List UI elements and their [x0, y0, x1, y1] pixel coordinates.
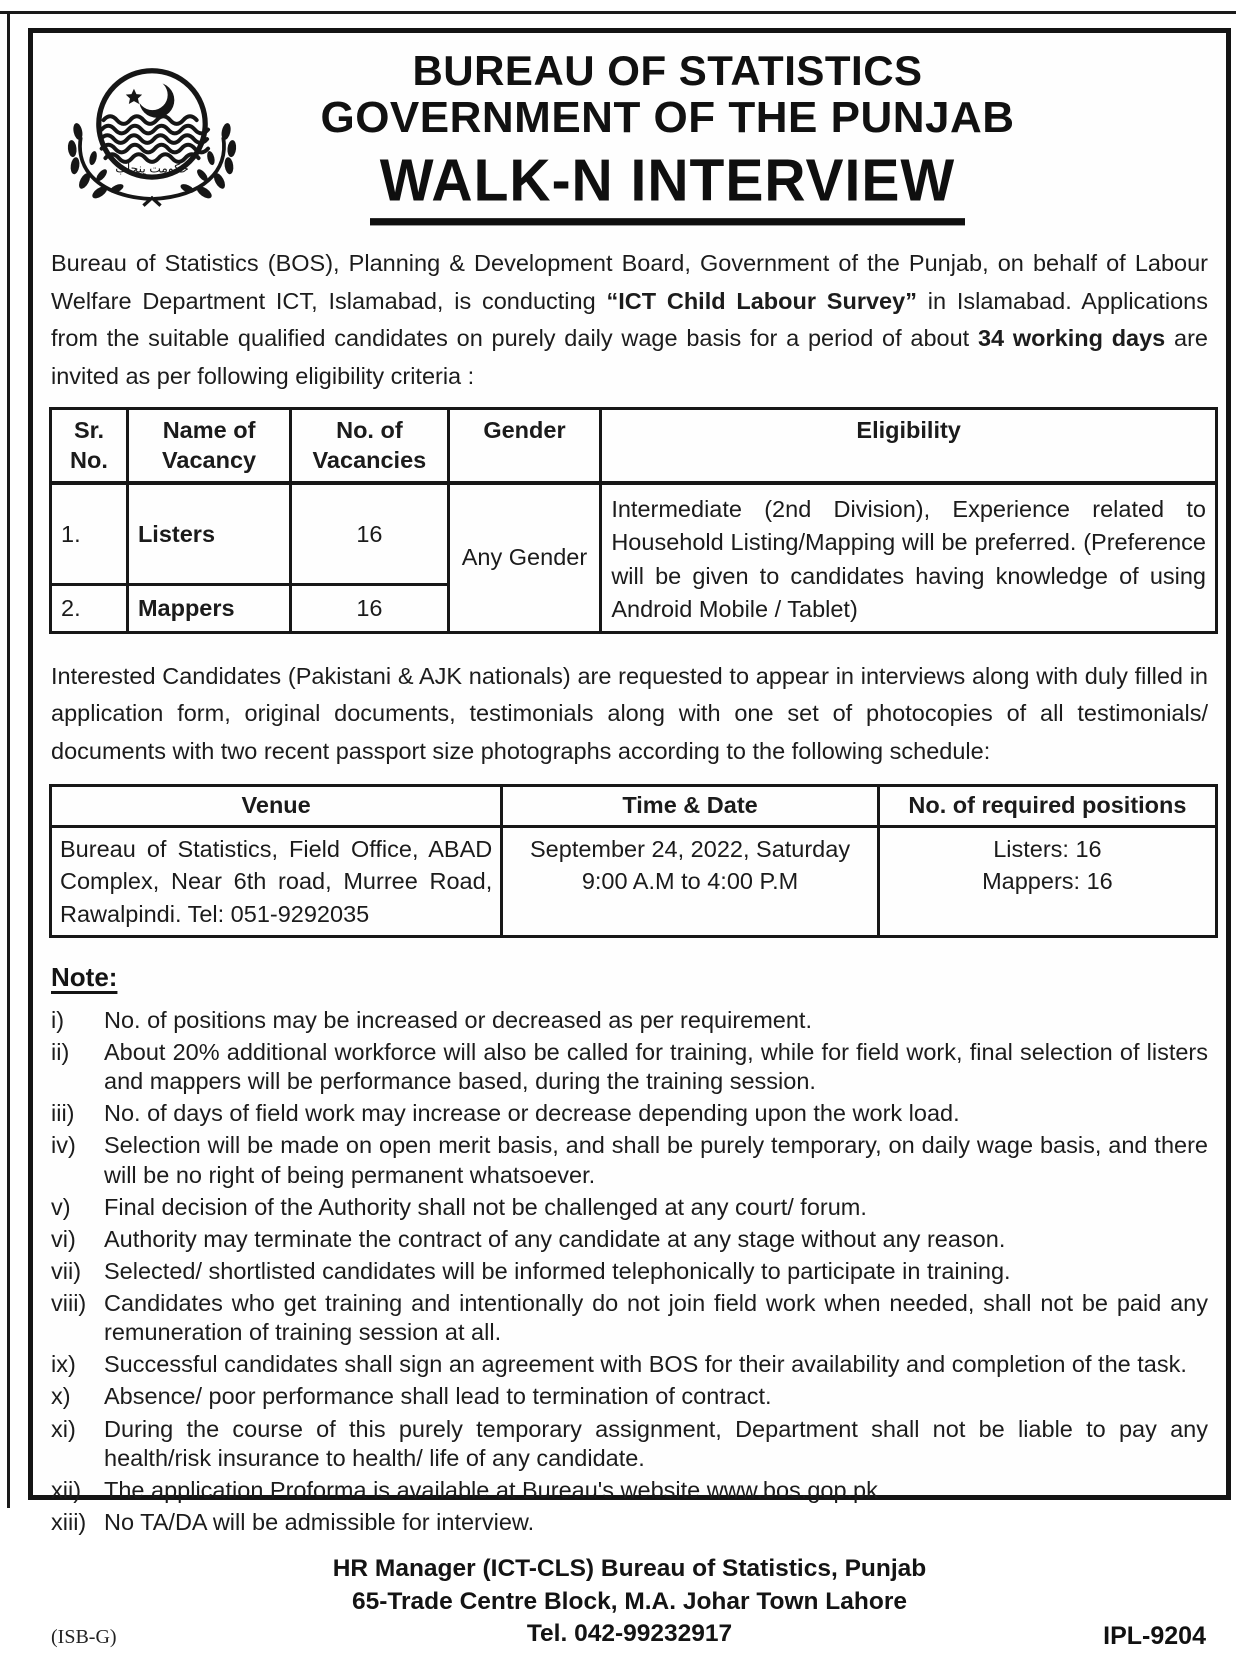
note-number: iii)	[51, 1100, 75, 1127]
note-item	[51, 1193, 1208, 1222]
note-item	[51, 1099, 1208, 1128]
newspaper-column-left-rule	[7, 11, 10, 1508]
vacancy-name-cell: Mappers	[127, 585, 290, 632]
note-item	[51, 1476, 1208, 1505]
schedule-table	[49, 784, 1218, 938]
notes-list	[51, 1006, 1208, 1537]
note-item	[51, 1415, 1208, 1473]
note-number: vii)	[51, 1257, 82, 1284]
positions-cell	[878, 826, 1216, 936]
interview-date: September 24, 2022, Saturday	[530, 835, 851, 862]
note-item	[51, 1508, 1208, 1537]
phone-line: Tel. 042-99232917	[526, 1620, 733, 1648]
intro-segment: Bureau of Statistics (BOS), Planning & Development Board, Government of the Punjab, on behalf of Labour Welfare Department ICT, Islamabad, is conducting	[51, 250, 1208, 314]
col-header-time-date: Time & Date	[502, 786, 879, 826]
vacancy-name-cell: Listers	[127, 483, 290, 585]
ad-title-block	[87, 39, 1248, 224]
note-number: xi)	[51, 1415, 76, 1442]
note-text: Absence/ poor performance shall lead to termination of contract.	[104, 1383, 772, 1410]
note-item	[51, 1131, 1208, 1189]
sr-no-cell: 2.	[51, 585, 128, 632]
note-item	[51, 1257, 1208, 1286]
vacancy-count-cell: 16	[291, 585, 448, 632]
note-text: During the course of this purely temporary assignment, Department shall not be liable to pay any health/risk insurance to health/ life of any candidate.	[104, 1415, 1208, 1471]
note-number: ix)	[51, 1351, 76, 1378]
press-code: (ISB-G)	[51, 1626, 117, 1649]
sr-no-cell: 1.	[51, 483, 128, 585]
note-item	[51, 1225, 1208, 1254]
mappers-count: Mappers: 16	[982, 868, 1113, 895]
vacancy-count-cell: 16	[291, 483, 448, 585]
col-header-no-of-vacancies: No. of Vacancies	[291, 409, 448, 483]
ad-main-title: WALK-N INTERVIEW	[370, 152, 965, 226]
note-text: Successful candidates shall sign an agreement with BOS for their availability and completion of the task.	[104, 1351, 1187, 1378]
note-number: xiii)	[51, 1508, 87, 1535]
newspaper-column-top-rule	[0, 11, 1236, 14]
emblem-urdu-caption: حکومت پنجاب	[115, 161, 189, 176]
listers-count: Listers: 16	[993, 835, 1102, 862]
vacancy-table	[49, 407, 1218, 633]
schedule-intro-paragraph: Interested Candidates (Pakistani & AJK nationals) are requested to appear in interviews along with duly filled in application form, original documents, testimonials along with one set of photocopies of all testimonials/ documents with two recent passport size photographs according to the following schedule:	[51, 662, 1208, 764]
col-header-gender: Gender	[448, 409, 601, 483]
intro-segment: in Islamabad. Applications from the suitable qualified candidates on purely daily wage basis for a period of about	[51, 287, 1208, 352]
note-number: vi)	[51, 1225, 76, 1252]
note-item	[51, 1038, 1208, 1096]
note-text: Selected/ shortlisted candidates will be informed telephonically to participate in training.	[104, 1257, 1011, 1284]
col-header-name-of-vacancy: Name of Vacancy	[127, 409, 290, 483]
intro-segment: are invited as per following eligibility criteria :	[51, 325, 1208, 389]
note-text: No TA/DA will be admissible for interview.	[104, 1508, 535, 1535]
note-text: Final decision of the Authority shall not be challenged at any court/ forum.	[104, 1193, 867, 1220]
note-text: Selection will be made on open merit basis, and shall be purely temporary, on daily wage basis, and there will be no right of being permanent whatsoever.	[104, 1132, 1208, 1188]
ad-header	[49, 39, 1210, 223]
note-item	[51, 1006, 1208, 1035]
gender-cell: Any Gender	[448, 483, 601, 632]
address-line: 65-Trade Centre Block, M.A. Johar Town Lahore	[352, 1587, 907, 1615]
note-item	[51, 1382, 1208, 1411]
table-row	[51, 483, 1217, 585]
time-date-cell	[502, 826, 879, 936]
note-number: xii)	[51, 1476, 82, 1503]
note-text: The application Proforma is available at Bureau's website www.bos.gop.pk	[104, 1476, 878, 1503]
note-number: x)	[51, 1383, 71, 1410]
ad-footer	[49, 1553, 1210, 1655]
vacancy-table-header-row	[51, 409, 1217, 483]
note-item	[51, 1289, 1208, 1347]
venue-cell: Bureau of Statistics, Field Office, ABAD Complex, Near 6th road, Murree Road, Rawalpindi. Tel: 051-9292035	[51, 826, 502, 936]
col-header-required-positions: No. of required positions	[878, 786, 1216, 826]
note-heading: Note:	[51, 961, 118, 992]
note-text: About 20% additional workforce will also be called for training, while for field work, final selection of listers and mappers will be performance based, during the training session.	[104, 1039, 1208, 1095]
note-text: No. of positions may be increased or decreased as per requirement.	[104, 1006, 812, 1033]
col-header-eligibility: Eligibility	[601, 409, 1217, 483]
intro-paragraph	[51, 245, 1208, 395]
table-row	[51, 826, 1217, 936]
ipl-ad-code: IPL-9204	[1103, 1622, 1206, 1651]
org-name: BUREAU OF STATISTICS	[412, 47, 923, 94]
schedule-table-header-row	[51, 786, 1217, 826]
note-number: v)	[51, 1193, 71, 1220]
col-header-venue: Venue	[51, 786, 502, 826]
govt-name: GOVERNMENT OF THE PUNJAB	[320, 92, 1015, 142]
working-days-bold: 34 working days	[977, 325, 1166, 352]
note-number: i)	[51, 1006, 65, 1033]
eligibility-cell: Intermediate (2nd Division), Experience related to Household Listing/Mapping will be preferred. (Preference will be given to candidates having knowledge of using Android Mobile / Tablet)	[601, 483, 1217, 632]
contact-block	[49, 1553, 1210, 1651]
note-item	[51, 1350, 1208, 1379]
survey-name-bold: “ICT Child Labour Survey”	[606, 287, 917, 314]
note-text: Candidates who get training and intentionally do not join field work when needed, shall not be paid any remuneration of training session at all.	[104, 1290, 1208, 1346]
interview-time: 9:00 A.M to 4:00 P.M	[581, 868, 799, 895]
note-text: Authority may terminate the contract of any candidate at any stage without any reason.	[104, 1225, 1006, 1252]
note-number: viii)	[51, 1290, 87, 1317]
job-advertisement	[28, 28, 1231, 1651]
note-number: ii)	[51, 1039, 70, 1066]
note-number: iv)	[51, 1132, 76, 1159]
hr-manager-line: HR Manager (ICT-CLS) Bureau of Statistics, Punjab	[332, 1555, 927, 1583]
note-text: No. of days of field work may increase or decrease depending upon the work load.	[104, 1100, 960, 1127]
col-header-sr-no: Sr. No.	[51, 409, 128, 483]
